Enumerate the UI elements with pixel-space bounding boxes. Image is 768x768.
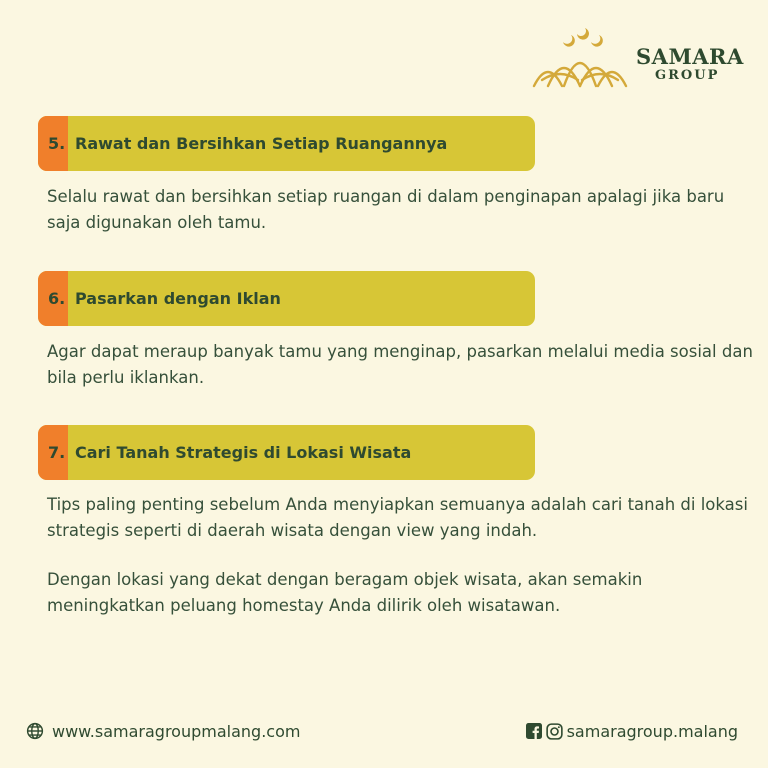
footer-social[interactable] xyxy=(526,719,738,743)
section-body-7a: Tips paling penting sebelum Anda menyiapkan semuanya adalah cari tanah di lokasi strategis seperti di daerah wisata dengan view yang indah. xyxy=(47,495,748,540)
globe-icon xyxy=(26,722,44,740)
section-number: 5. xyxy=(48,134,66,153)
samara-group-logo xyxy=(530,28,744,98)
instagram-icon[interactable] xyxy=(546,723,563,740)
section-title: Pasarkan dengan Iklan xyxy=(75,289,281,308)
section-title: Cari Tanah Strategis di Lokasi Wisata xyxy=(75,443,412,462)
section-number: 7. xyxy=(48,443,66,462)
dome-arches-icon xyxy=(530,28,630,92)
section-number: 6. xyxy=(48,289,66,308)
brand-subtitle: GROUP xyxy=(655,68,720,83)
website-link[interactable]: www.samaragroupmalang.com xyxy=(52,721,301,741)
section-title: Rawat dan Bersihkan Setiap Ruangannya xyxy=(75,134,448,153)
section-header-7 xyxy=(38,425,535,480)
brand-name: SAMARA xyxy=(636,44,744,69)
footer-website[interactable] xyxy=(26,719,300,743)
section-body-6: Agar dapat meraup banyak tamu yang menginap, pasarkan melalui media sosial dan bila perlu iklankan. xyxy=(47,342,753,387)
section-header-5 xyxy=(38,116,535,171)
section-body-7b: Dengan lokasi yang dekat dengan beragam objek wisata, akan semakin meningkatkan peluang homestay Anda dilirik oleh wisatawan. xyxy=(47,570,643,615)
social-handle[interactable]: samaragroup.malang xyxy=(566,721,738,741)
section-header-6 xyxy=(38,271,535,326)
section-body-5: Selalu rawat dan bersihkan setiap ruangan di dalam penginapan apalagi jika baru saja digunakan oleh tamu. xyxy=(47,187,725,232)
facebook-icon[interactable] xyxy=(526,723,542,739)
